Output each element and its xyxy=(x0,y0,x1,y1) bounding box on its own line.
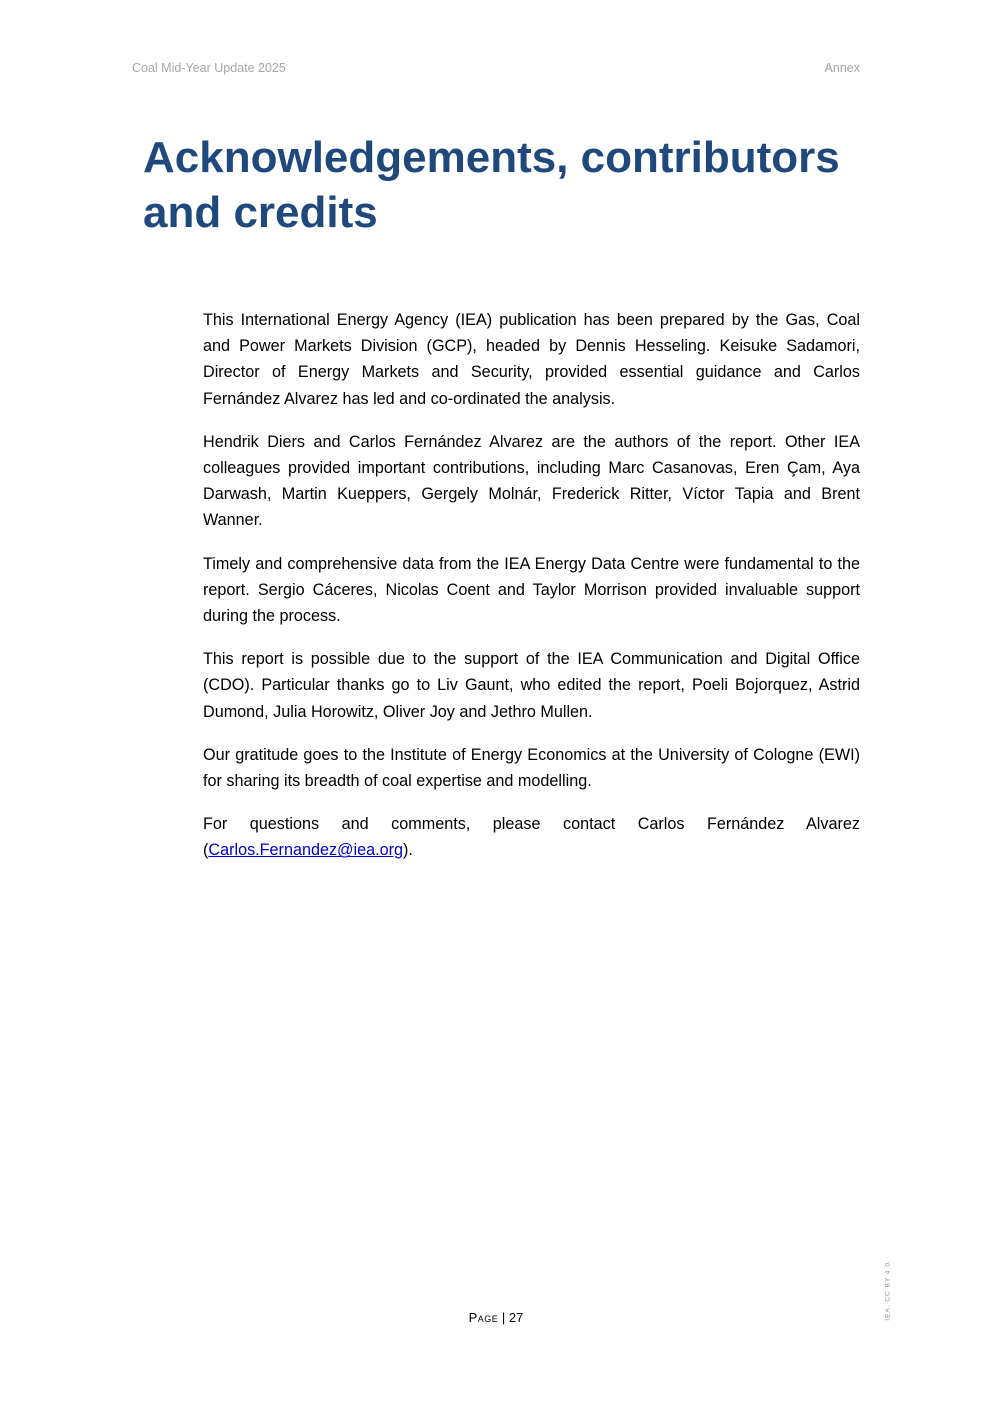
page-label: Page xyxy=(468,1310,499,1325)
paragraph-preparation: This International Energy Agency (IEA) publication has been prepared by the Gas, Coal and Power Markets Division (GCP), headed by Dennis Hesseling. Keisuke Sadamori, Director of Energy Markets and Security, provided essential guidance and Carlos Fernández Alvarez has led and co-ordinated the analysis. xyxy=(203,311,860,408)
page-title: Acknowledgements, contributors and credits xyxy=(143,133,840,237)
paragraph-gratitude: Our gratitude goes to the Institute of Energy Economics at the University of Cologne (EWI) for sharing its breadth of coal expertise and modelling. xyxy=(203,745,860,791)
contact-text-prefix: For questions and comments, please contact Carlos Fernández Alvarez ( xyxy=(203,815,860,860)
page-separator: | xyxy=(498,1310,509,1325)
license-note: IEA. CC BY 4.0. xyxy=(884,1259,892,1321)
page-number xyxy=(0,1310,992,1325)
header-section-name: Annex xyxy=(824,61,860,75)
paragraph-data-centre: Timely and comprehensive data from the IEA Energy Data Centre were fundamental to the report. Sergio Cáceres, Nicolas Coent and Taylor Morrison provided invaluable support during the process. xyxy=(203,554,860,626)
paragraph-contact xyxy=(203,811,860,863)
paragraph-authors: Hendrik Diers and Carlos Fernández Alvarez are the authors of the report. Other IEA colleagues provided important contributions, including Marc Casanovas, Eren Çam, Aya Darwash, Martin Kueppers, Gergely Molnár, Frederick Ritter, Víctor Tapia and Brent Wanner. xyxy=(203,432,860,530)
page-number-value: 27 xyxy=(508,1310,524,1325)
paragraph-communication: This report is possible due to the support of the IEA Communication and Digital Office (CDO). Particular thanks go to Liv Gaunt, who edited the report, Poeli Bojorquez, Astrid Dumond, Julia Horowitz, Oliver Joy and Jethro Mullen. xyxy=(203,650,860,721)
header-report-title: Coal Mid-Year Update 2025 xyxy=(132,61,286,75)
acknowledgements-body xyxy=(203,307,860,881)
running-header xyxy=(132,61,860,77)
contact-email-link[interactable]: Carlos.Fernandez@iea.org xyxy=(208,841,403,860)
contact-text-suffix: ). xyxy=(402,841,413,860)
